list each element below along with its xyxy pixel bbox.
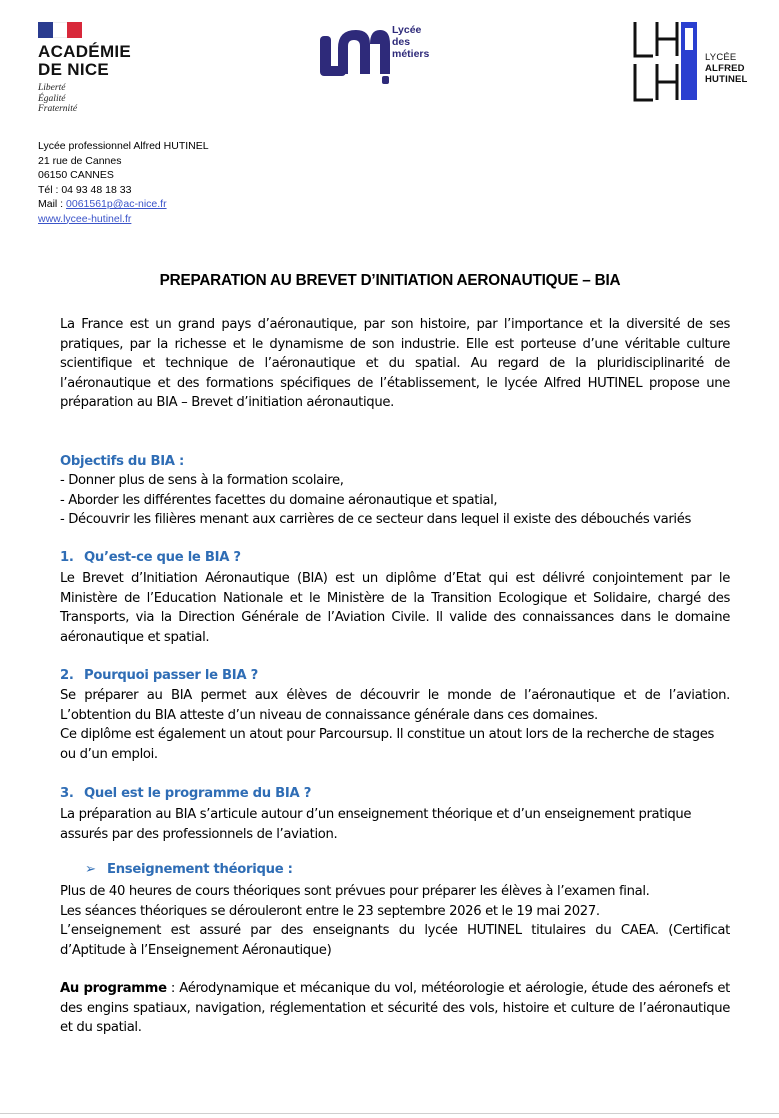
programme-paragraph: Au programme : Aérodynamique et mécanique du vol, météorologie et aérologie, étude des aéronefs et des engins spatiaux, navigation, réglementation et sécurité des vols, histoire et culture de l’aéronautique et du spatial. (60, 981, 730, 1035)
mail-line: Mail : 0061561p@ac-nice.fr (38, 198, 167, 210)
list-item: - Découvrir les filières menant aux carrières de ce secteur dans lequel il existe des débouchés variés (60, 512, 692, 527)
objectifs-heading: Objectifs du BIA : (60, 454, 184, 469)
section-3-heading: 3. Quel est le programme du BIA ? (60, 786, 312, 801)
academie-nice-logo (38, 22, 148, 115)
section-2-text-2: Ce diplôme est également un atout pour Parcoursup. Il constitue un atout lors de la recherche de stages ou d’un emploi. (60, 727, 715, 762)
theorique-heading: ➢ Enseignement théorique : (85, 862, 293, 877)
section-1-heading: 1. Qu’est-ce que le BIA ? (60, 550, 241, 565)
lycee-hutinel-logo (631, 20, 701, 102)
academie-name: ACADÉMIE DE NICE (38, 42, 132, 79)
lycee-des-metiers-text: Lycée des métiers (392, 24, 430, 60)
section-3-text: La préparation au BIA s’articule autour d’un enseignement théorique et d’un enseignement pratique assurés par des professionnels de l’aviation. (60, 807, 692, 842)
phone: Tél : 04 93 48 18 33 (38, 183, 132, 196)
section-2-text: Se préparer au BIA permet aux élèves de découvrir le monde de l’aéronautique et de l’aviation. L’obtention du BIA atteste d’un niveau de connaissance générale dans ces domaines. (60, 688, 730, 723)
lycee-hutinel-text: LYCÉE ALFRED HUTINEL (705, 52, 748, 85)
list-item: - Donner plus de sens à la formation scolaire, (60, 473, 344, 488)
objectifs-list (60, 471, 730, 530)
section-2-heading: 2. Pourquoi passer le BIA ? (60, 668, 258, 683)
school-address (38, 139, 209, 226)
programme-label: Au programme (60, 981, 167, 996)
street: 21 rue de Cannes (38, 154, 122, 167)
section-1-text: Le Brevet d’Initiation Aéronautique (BIA) est un diplôme d’Etat qui est délivré conjointement par le Ministère de l’Education Nationale et le Ministère de la Transition Ecologique et Solidaire, chargé des Transports, via la Direction Générale de l’Aviation Civile. Il valide des connaissances dans le domaine aéronautique et spatial. (60, 571, 730, 645)
theorique-text: Plus de 40 heures de cours théoriques sont prévues pour préparer les élèves à l’examen final. Les séances théoriques se dérouleront entre le 23 septembre 2026 et le 19 mai 2027. L’enseignement est assuré par des enseignants du lycée HUTINEL titulaires du CAEA. (Certificat d’Aptitude à l’Enseignement Aéronautique) (60, 884, 730, 958)
intro-paragraph: La France est un grand pays d’aéronautique, par son histoire, par l’importance et la diversité de ses pratiques, par la richesse et le dynamisme de son industrie. Elle est porteuse d’une véritable culture scientifique et technique de l’aéronautique et du spatial. Au regard de la pluridisciplinarité de l’aéronautique et des formations spécifiques de l’établissement, le lycée Alfred HUTINEL propose une préparation au BIA – Brevet d’initiation aéronautique. (60, 317, 730, 410)
list-item: - Aborder les différentes facettes du domaine aéronautique et spatial, (60, 492, 498, 508)
arrow-bullet-icon: ➢ (85, 862, 96, 877)
republic-motto: Liberté Égalité Fraternité (38, 83, 78, 114)
document-title: PREPARATION AU BREVET D’INITIATION AERONAUTIQUE – BIA (159, 272, 621, 289)
website-link[interactable]: www.lycee-hutinel.fr (38, 212, 132, 225)
school-name: Lycée professionnel Alfred HUTINEL (38, 140, 209, 152)
marianne-flag-icon (38, 22, 82, 38)
page-divider (0, 1113, 779, 1114)
mail-link[interactable]: 0061561p@ac-nice.fr (66, 198, 167, 210)
city: 06150 CANNES (38, 169, 114, 181)
